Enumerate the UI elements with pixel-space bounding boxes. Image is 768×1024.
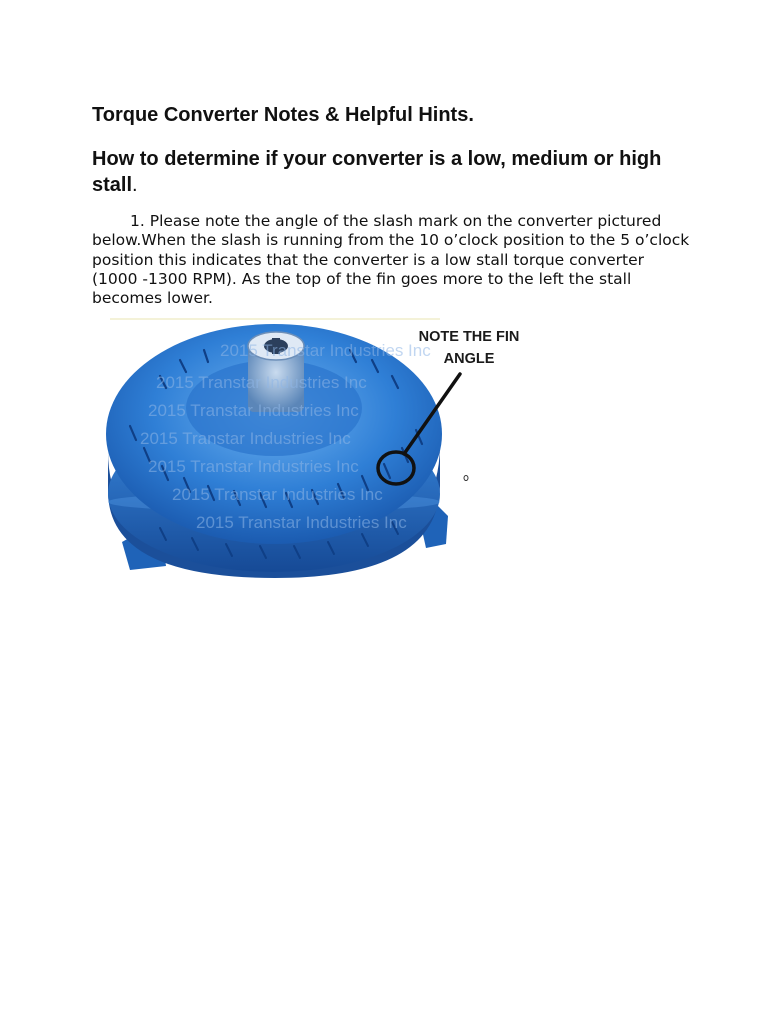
watermark-text: 2015 Transtar Industries Inc [220,341,431,360]
document-subtitle [92,146,692,198]
watermark-text: 2015 Transtar Industries Inc [156,373,367,392]
fin-angle-callout [404,326,534,370]
watermark-text: 2015 Transtar Industries Inc [140,429,351,448]
callout-line-2: ANGLE [443,351,495,367]
document-title: Torque Converter Notes & Helpful Hints. [92,104,474,126]
subtitle-period: . [132,174,138,196]
watermark-text: 2015 Transtar Industries Inc [172,485,383,504]
callout-line-1: NOTE THE FIN [418,329,520,345]
subtitle-text: How to determine if your converter is a low, medium or high stall [92,148,662,196]
watermark-text: 2015 Transtar Industries Inc [196,513,407,532]
stray-mark [464,476,468,481]
instruction-paragraph: 1. Please note the angle of the slash mark on the converter pictured below.When the slash is running from the 10 o’clock position to the 5 o’clock position this indicates that the converter is a low stall torque converter (1000 -1300 RPM). As the top of the fin goes more to the left the stall becomes lower. [92,212,690,308]
watermark-text: 2015 Transtar Industries Inc [148,401,359,420]
watermark-text: 2015 Transtar Industries Inc [148,457,359,476]
